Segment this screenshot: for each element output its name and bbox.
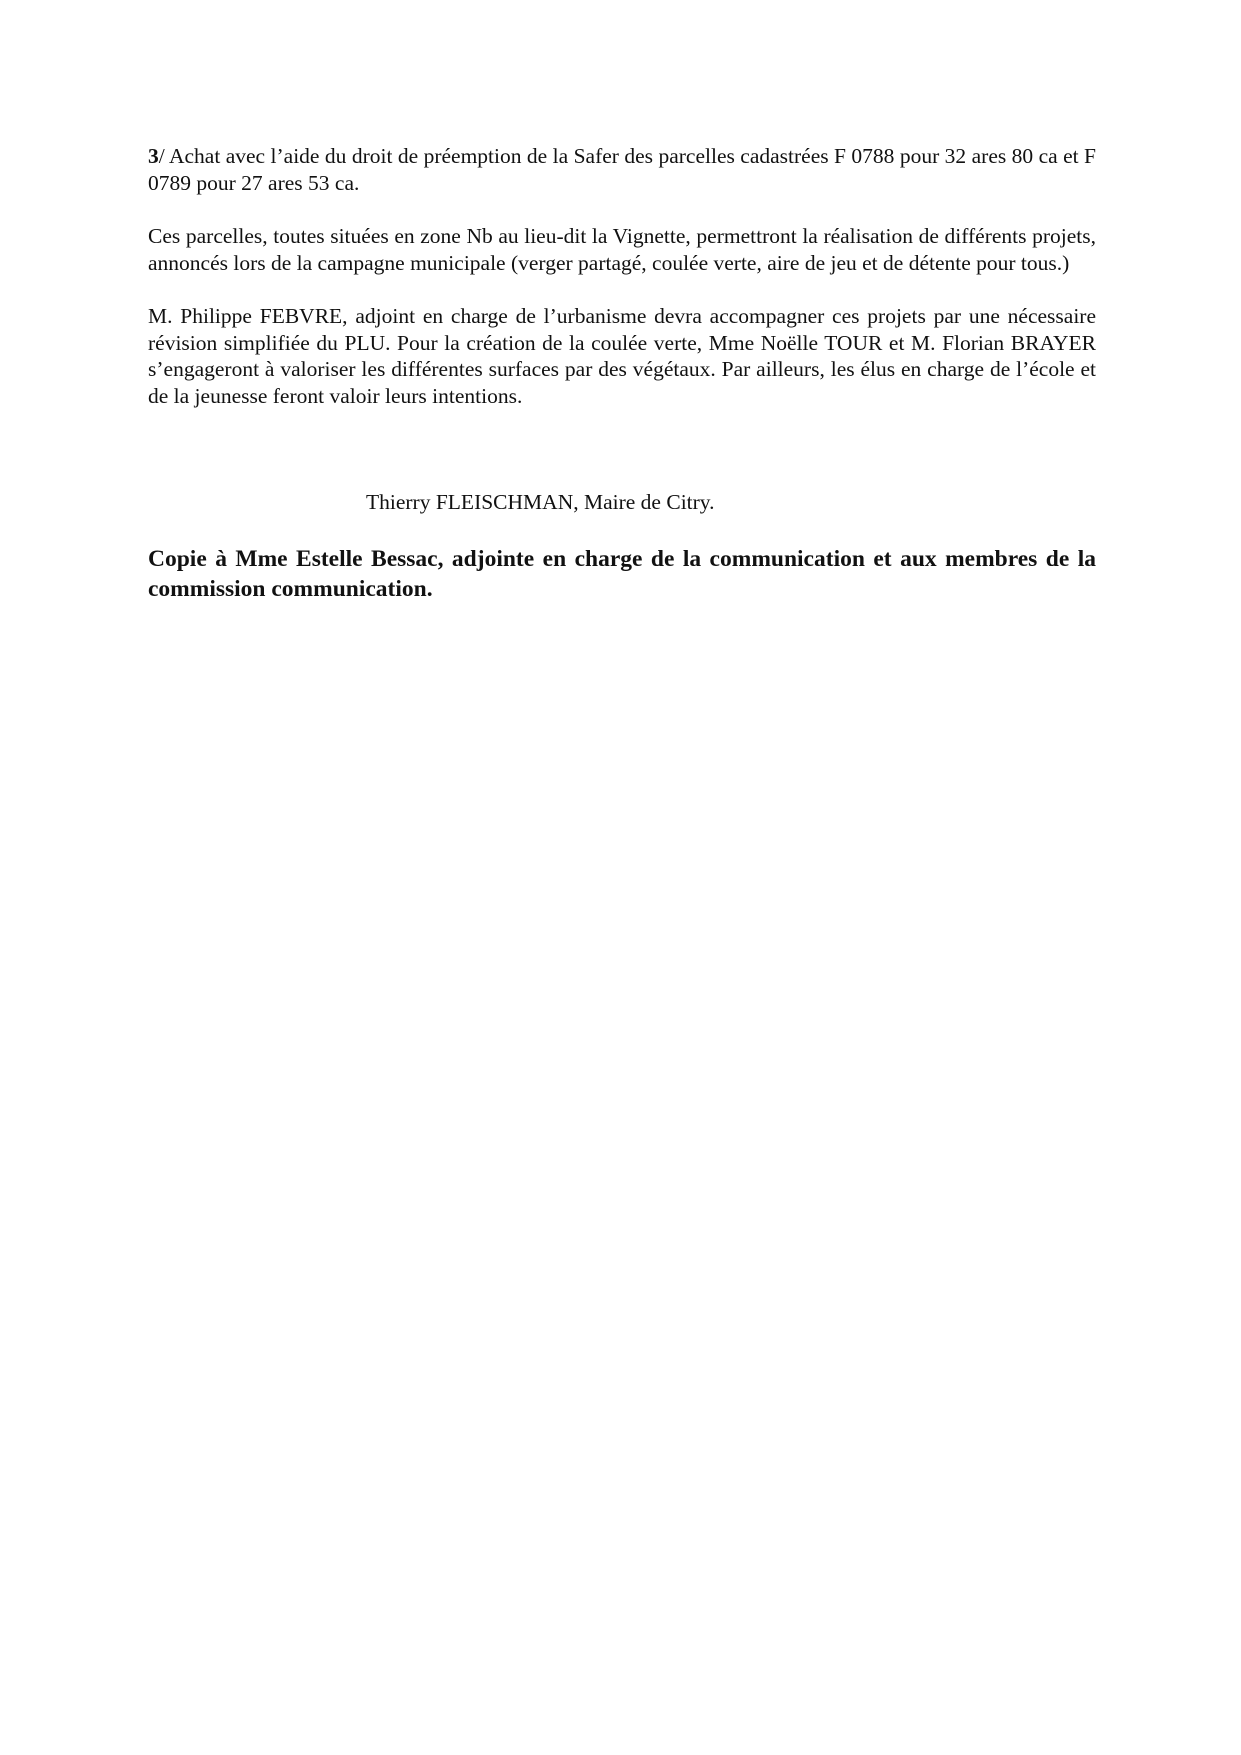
paragraph-projects: M. Philippe FEBVRE, adjoint en charge de l’urbanisme devra accompagner ces projets par une nécessaire révision simplifiée du PLU. Pour la création de la coulée verte, Mme Noëlle TOUR et M. Florian BRAYER s’engageront à valoriser les différentes surfaces par des végétaux. Par ailleurs, les élus en charge de l’école et de la jeunesse feront valoir leurs intentions. (148, 304, 1096, 408)
document-body (148, 143, 1096, 604)
signature: Thierry FLEISCHMAN, Maire de Citry. (366, 490, 715, 514)
paragraph-item-3 (148, 143, 1096, 196)
paragraph-parcels: Ces parcelles, toutes situées en zone Nb au lieu-dit la Vignette, permettront la réalisation de différents projets, annoncés lors de la campagne municipale (verger partagé, coulée verte, aire de jeu et de détente pour tous.) (148, 224, 1096, 275)
item-number: 3 (148, 144, 159, 168)
copy-notice: Copie à Mme Estelle Bessac, adjointe en charge de la communication et aux membres de la commission communication. (148, 545, 1096, 602)
item-3-text: / Achat avec l’aide du droit de préemption de la Safer des parcelles cadastrées F 0788 pour 32 ares 80 ca et F 0789 pour 27 ares 53 ca. (148, 144, 1096, 195)
